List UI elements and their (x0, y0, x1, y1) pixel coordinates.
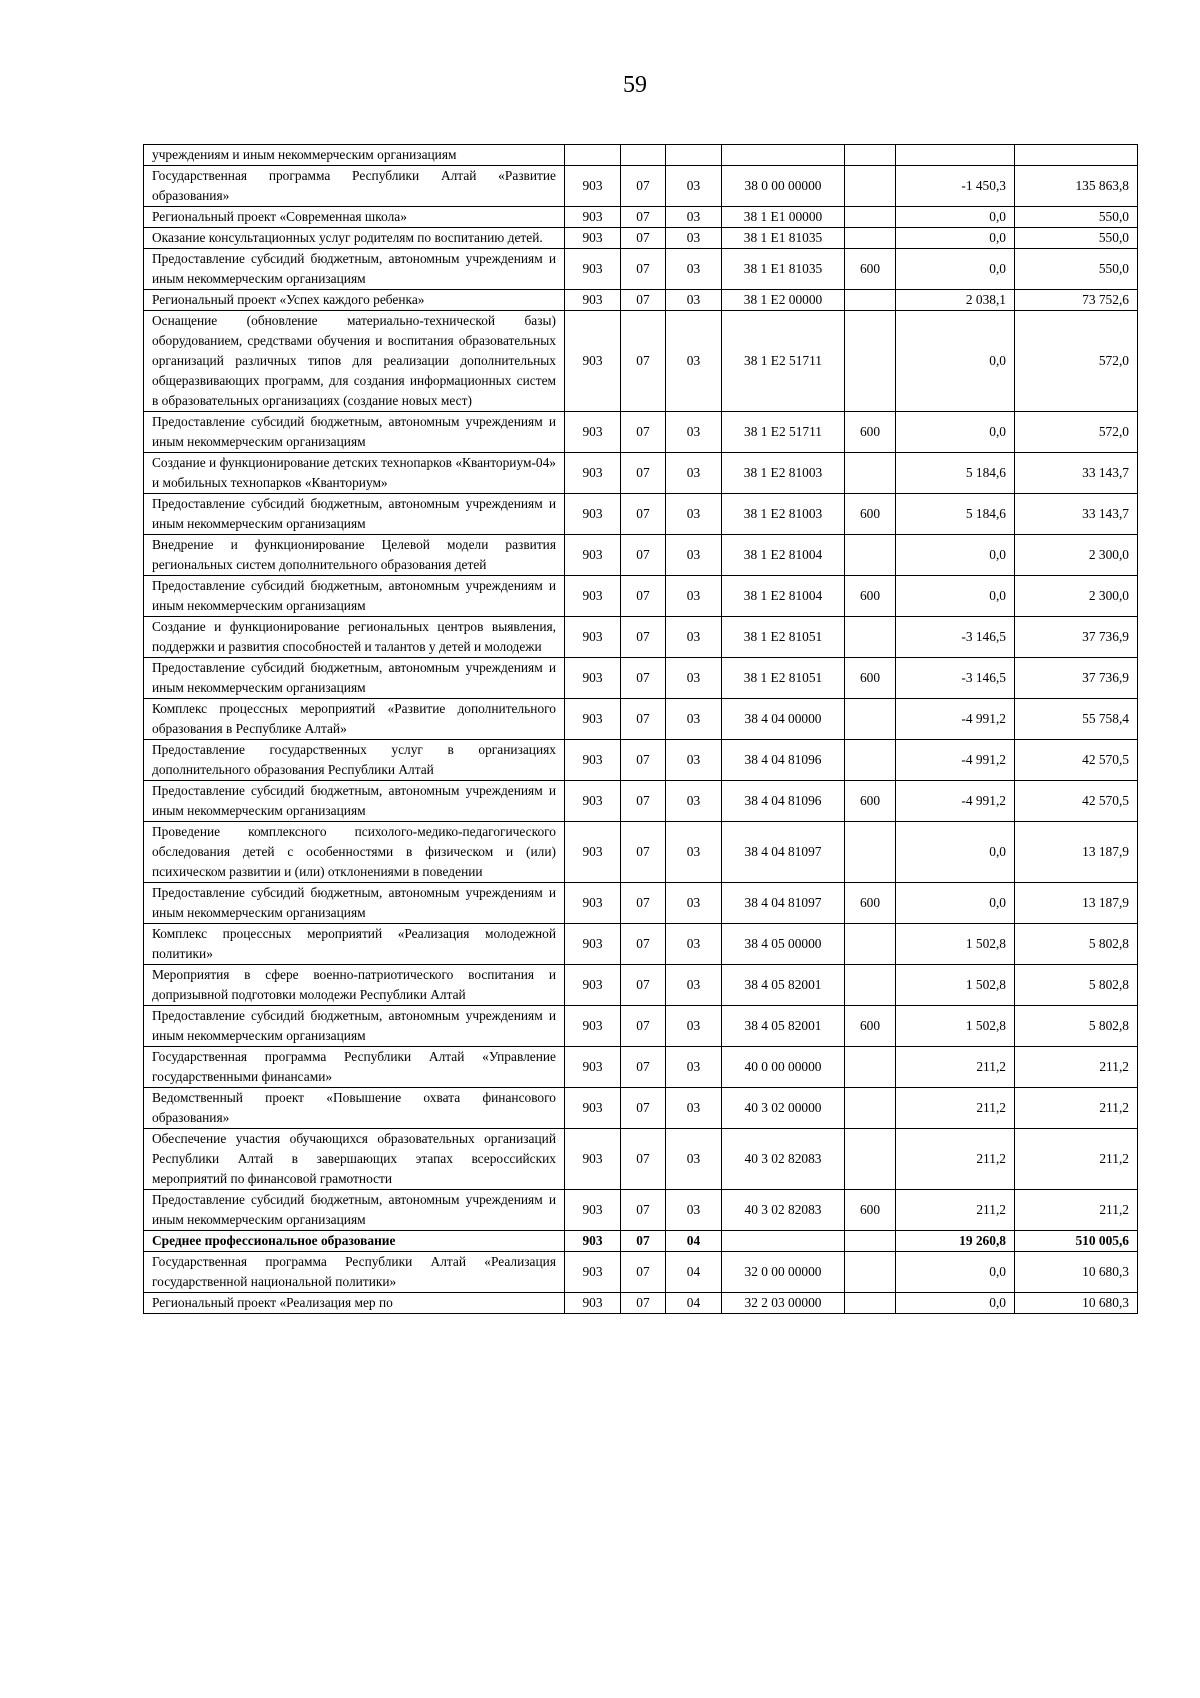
row-vr (845, 965, 896, 1006)
row-pr: 03 (666, 207, 722, 228)
row-pr: 03 (666, 576, 722, 617)
row-ved: 903 (565, 699, 621, 740)
row-name: Предоставление субсидий бюджетным, автономным учреждениям и иным некоммерческим организациям (144, 576, 565, 617)
row-vr: 600 (845, 494, 896, 535)
row-name: Предоставление субсидий бюджетным, автономным учреждениям и иным некоммерческим организациям (144, 249, 565, 290)
row-name: Среднее профессиональное образование (144, 1231, 565, 1252)
table-row (144, 207, 1138, 228)
row-change: -3 146,5 (896, 617, 1015, 658)
row-name: Региональный проект «Современная школа» (144, 207, 565, 228)
row-vr (845, 617, 896, 658)
row-csr: 38 1 E1 00000 (722, 207, 845, 228)
row-ved: 903 (565, 249, 621, 290)
row-vr (845, 228, 896, 249)
row-vr (845, 822, 896, 883)
row-name: Создание и функционирование детских технопарков «Кванториум-04» и мобильных технопарков «Кванториум» (144, 453, 565, 494)
row-vr: 600 (845, 249, 896, 290)
row-ved: 903 (565, 822, 621, 883)
row-csr: 38 4 04 81097 (722, 822, 845, 883)
table-row (144, 658, 1138, 699)
row-ved: 903 (565, 1047, 621, 1088)
table-row (144, 1190, 1138, 1231)
row-ved: 903 (565, 576, 621, 617)
row-change: 1 502,8 (896, 965, 1015, 1006)
row-ved: 903 (565, 1293, 621, 1314)
row-name: Предоставление субсидий бюджетным, автономным учреждениям и иным некоммерческим организациям (144, 412, 565, 453)
row-rz: 07 (621, 453, 666, 494)
row-vr (845, 924, 896, 965)
row-rz: 07 (621, 1129, 666, 1190)
row-name: Мероприятия в сфере военно-патриотического воспитания и допризывной подготовки молодежи Республики Алтай (144, 965, 565, 1006)
row-change: 211,2 (896, 1190, 1015, 1231)
table-row (144, 1088, 1138, 1129)
row-name: Комплекс процессных мероприятий «Реализация молодежной политики» (144, 924, 565, 965)
row-rz: 07 (621, 883, 666, 924)
row-ved: 903 (565, 1190, 621, 1231)
row-pr: 03 (666, 228, 722, 249)
row-pr: 03 (666, 1088, 722, 1129)
row-vr: 600 (845, 658, 896, 699)
row-ved: 903 (565, 453, 621, 494)
row-vr (845, 207, 896, 228)
row-rz: 07 (621, 1047, 666, 1088)
row-csr: 40 0 00 00000 (722, 1047, 845, 1088)
table-row (144, 617, 1138, 658)
table-row (144, 290, 1138, 311)
row-rz: 07 (621, 1006, 666, 1047)
row-change: 19 260,8 (896, 1231, 1015, 1252)
row-csr: 40 3 02 00000 (722, 1088, 845, 1129)
row-change (896, 145, 1015, 166)
row-change: 0,0 (896, 249, 1015, 290)
row-pr (666, 145, 722, 166)
row-total: 42 570,5 (1015, 781, 1138, 822)
row-rz: 07 (621, 249, 666, 290)
row-pr: 03 (666, 1129, 722, 1190)
row-csr: 38 0 00 00000 (722, 166, 845, 207)
row-total: 37 736,9 (1015, 658, 1138, 699)
row-csr: 38 1 E2 51711 (722, 412, 845, 453)
row-change: 0,0 (896, 1252, 1015, 1293)
row-total: 2 300,0 (1015, 576, 1138, 617)
row-ved: 903 (565, 166, 621, 207)
row-ved: 903 (565, 1231, 621, 1252)
row-total (1015, 145, 1138, 166)
row-vr (845, 1231, 896, 1252)
row-ved: 903 (565, 1088, 621, 1129)
row-pr: 03 (666, 1047, 722, 1088)
row-csr (722, 1231, 845, 1252)
row-pr: 03 (666, 781, 722, 822)
table-row (144, 699, 1138, 740)
row-change: 0,0 (896, 883, 1015, 924)
row-ved: 903 (565, 1006, 621, 1047)
row-vr: 600 (845, 1006, 896, 1047)
row-rz: 07 (621, 576, 666, 617)
row-ved: 903 (565, 781, 621, 822)
row-name: Предоставление субсидий бюджетным, автономным учреждениям и иным некоммерческим организациям (144, 883, 565, 924)
row-rz: 07 (621, 207, 666, 228)
row-ved: 903 (565, 1129, 621, 1190)
row-name: учреждениям и иным некоммерческим организациям (144, 145, 565, 166)
row-change: 0,0 (896, 822, 1015, 883)
row-pr: 03 (666, 883, 722, 924)
row-rz: 07 (621, 166, 666, 207)
row-name: Региональный проект «Реализация мер по (144, 1293, 565, 1314)
row-ved: 903 (565, 494, 621, 535)
budget-table (143, 144, 1138, 1314)
row-csr: 38 4 04 81096 (722, 740, 845, 781)
row-ved: 903 (565, 658, 621, 699)
row-pr: 03 (666, 412, 722, 453)
table-row (144, 883, 1138, 924)
table-row (144, 249, 1138, 290)
table-row (144, 145, 1138, 166)
row-vr (845, 1088, 896, 1129)
row-pr: 03 (666, 658, 722, 699)
row-total: 37 736,9 (1015, 617, 1138, 658)
row-rz: 07 (621, 965, 666, 1006)
row-csr: 38 4 05 82001 (722, 965, 845, 1006)
row-ved: 903 (565, 924, 621, 965)
row-pr: 03 (666, 965, 722, 1006)
row-csr: 38 1 E2 81003 (722, 453, 845, 494)
row-vr: 600 (845, 412, 896, 453)
row-pr: 03 (666, 535, 722, 576)
row-vr (845, 1047, 896, 1088)
row-name: Ведомственный проект «Повышение охвата финансового образования» (144, 1088, 565, 1129)
row-csr: 38 4 04 81097 (722, 883, 845, 924)
row-total: 550,0 (1015, 207, 1138, 228)
row-change: 0,0 (896, 576, 1015, 617)
row-rz: 07 (621, 290, 666, 311)
row-pr: 03 (666, 249, 722, 290)
row-vr (845, 290, 896, 311)
row-change: 0,0 (896, 1293, 1015, 1314)
row-csr: 38 1 E2 81004 (722, 535, 845, 576)
row-ved: 903 (565, 290, 621, 311)
row-pr: 03 (666, 699, 722, 740)
row-vr (845, 166, 896, 207)
row-change: 1 502,8 (896, 1006, 1015, 1047)
row-pr: 03 (666, 1006, 722, 1047)
row-vr (845, 453, 896, 494)
row-csr: 38 1 E2 81051 (722, 658, 845, 699)
row-vr (845, 1293, 896, 1314)
row-name: Оснащение (обновление материально-технической базы) оборудованием, средствами обучения и воспитания образовательных организаций различных типов для реализации дополнительных общеразвивающих программ, для создания информационных систем в образовательных организациях (создание новых мест) (144, 311, 565, 412)
row-total: 10 680,3 (1015, 1293, 1138, 1314)
row-name: Предоставление субсидий бюджетным, автономным учреждениям и иным некоммерческим организациям (144, 1006, 565, 1047)
row-pr: 04 (666, 1252, 722, 1293)
row-total: 33 143,7 (1015, 453, 1138, 494)
table-row (144, 781, 1138, 822)
row-vr: 600 (845, 883, 896, 924)
row-rz: 07 (621, 781, 666, 822)
row-total: 5 802,8 (1015, 924, 1138, 965)
table-row (144, 1006, 1138, 1047)
row-csr: 38 1 E2 51711 (722, 311, 845, 412)
table-row (144, 1129, 1138, 1190)
row-csr: 38 1 E2 81003 (722, 494, 845, 535)
row-vr (845, 145, 896, 166)
row-csr: 40 3 02 82083 (722, 1129, 845, 1190)
row-name: Предоставление субсидий бюджетным, автономным учреждениям и иным некоммерческим организациям (144, 494, 565, 535)
row-change: 211,2 (896, 1088, 1015, 1129)
row-csr: 38 1 E2 81004 (722, 576, 845, 617)
row-change: 0,0 (896, 311, 1015, 412)
table-body (144, 145, 1138, 1314)
row-rz: 07 (621, 412, 666, 453)
row-change: -4 991,2 (896, 781, 1015, 822)
row-total: 550,0 (1015, 228, 1138, 249)
row-change: 0,0 (896, 535, 1015, 576)
row-change: 1 502,8 (896, 924, 1015, 965)
row-pr: 03 (666, 924, 722, 965)
row-rz: 07 (621, 535, 666, 576)
row-csr: 38 1 E2 00000 (722, 290, 845, 311)
row-change: -4 991,2 (896, 740, 1015, 781)
row-ved: 903 (565, 207, 621, 228)
table-row (144, 1252, 1138, 1293)
row-name: Государственная программа Республики Алтай «Управление государственными финансами» (144, 1047, 565, 1088)
row-change: -3 146,5 (896, 658, 1015, 699)
row-change: 5 184,6 (896, 453, 1015, 494)
row-change: -1 450,3 (896, 166, 1015, 207)
row-name: Проведение комплексного психолого-медико-педагогического обследования детей с особенностями в физическом и (или) психическом развитии и (или) отклонениями в поведении (144, 822, 565, 883)
row-csr: 32 2 03 00000 (722, 1293, 845, 1314)
row-ved: 903 (565, 412, 621, 453)
row-change: 211,2 (896, 1129, 1015, 1190)
row-pr: 03 (666, 494, 722, 535)
row-ved: 903 (565, 740, 621, 781)
row-name: Оказание консультационных услуг родителям по воспитанию детей. (144, 228, 565, 249)
row-total: 2 300,0 (1015, 535, 1138, 576)
row-csr: 38 1 E1 81035 (722, 249, 845, 290)
row-rz: 07 (621, 924, 666, 965)
row-name: Государственная программа Республики Алтай «Развитие образования» (144, 166, 565, 207)
table-row (144, 822, 1138, 883)
row-name: Внедрение и функционирование Целевой модели развития региональных систем дополнительного образования детей (144, 535, 565, 576)
table-row (144, 1047, 1138, 1088)
row-pr: 04 (666, 1293, 722, 1314)
row-rz: 07 (621, 494, 666, 535)
row-total: 5 802,8 (1015, 965, 1138, 1006)
row-pr: 03 (666, 822, 722, 883)
row-total: 211,2 (1015, 1190, 1138, 1231)
row-rz: 07 (621, 1231, 666, 1252)
row-rz: 07 (621, 658, 666, 699)
row-csr: 38 1 E1 81035 (722, 228, 845, 249)
page-number: 59 (623, 72, 647, 98)
row-csr: 38 4 04 00000 (722, 699, 845, 740)
table-row (144, 535, 1138, 576)
row-change: 0,0 (896, 228, 1015, 249)
row-rz: 07 (621, 699, 666, 740)
row-csr: 40 3 02 82083 (722, 1190, 845, 1231)
row-pr: 04 (666, 1231, 722, 1252)
row-rz: 07 (621, 617, 666, 658)
row-change: 2 038,1 (896, 290, 1015, 311)
row-vr (845, 1252, 896, 1293)
row-total: 42 570,5 (1015, 740, 1138, 781)
row-csr: 38 4 05 82001 (722, 1006, 845, 1047)
row-total: 13 187,9 (1015, 883, 1138, 924)
table-row (144, 1293, 1138, 1314)
row-csr: 38 4 05 00000 (722, 924, 845, 965)
row-vr (845, 311, 896, 412)
row-pr: 03 (666, 1190, 722, 1231)
row-change: 0,0 (896, 412, 1015, 453)
row-rz: 07 (621, 1293, 666, 1314)
row-total: 211,2 (1015, 1088, 1138, 1129)
row-change: 5 184,6 (896, 494, 1015, 535)
table-row (144, 740, 1138, 781)
row-total: 5 802,8 (1015, 1006, 1138, 1047)
row-vr: 600 (845, 781, 896, 822)
table-row (144, 1231, 1138, 1252)
row-total: 550,0 (1015, 249, 1138, 290)
row-vr (845, 535, 896, 576)
row-csr (722, 145, 845, 166)
row-total: 135 863,8 (1015, 166, 1138, 207)
row-rz: 07 (621, 1088, 666, 1129)
row-name: Государственная программа Республики Алтай «Реализация государственной национальной политики» (144, 1252, 565, 1293)
row-ved: 903 (565, 965, 621, 1006)
table-row (144, 311, 1138, 412)
row-rz: 07 (621, 1252, 666, 1293)
row-name: Предоставление субсидий бюджетным, автономным учреждениям и иным некоммерческим организациям (144, 1190, 565, 1231)
row-name: Обеспечение участия обучающихся образовательных организаций Республики Алтай в завершающих этапах всероссийских мероприятий по финансовой грамотности (144, 1129, 565, 1190)
table-row (144, 166, 1138, 207)
row-rz: 07 (621, 740, 666, 781)
row-pr: 03 (666, 740, 722, 781)
table-row (144, 576, 1138, 617)
row-vr (845, 699, 896, 740)
table-row (144, 412, 1138, 453)
row-pr: 03 (666, 290, 722, 311)
row-pr: 03 (666, 166, 722, 207)
row-total: 572,0 (1015, 412, 1138, 453)
row-vr (845, 1129, 896, 1190)
row-change: -4 991,2 (896, 699, 1015, 740)
table-row (144, 924, 1138, 965)
row-ved: 903 (565, 617, 621, 658)
row-total: 572,0 (1015, 311, 1138, 412)
row-ved: 903 (565, 311, 621, 412)
row-rz (621, 145, 666, 166)
row-vr: 600 (845, 576, 896, 617)
row-name: Предоставление субсидий бюджетным, автономным учреждениям и иным некоммерческим организациям (144, 658, 565, 699)
row-vr: 600 (845, 1190, 896, 1231)
row-rz: 07 (621, 1190, 666, 1231)
row-rz: 07 (621, 228, 666, 249)
row-pr: 03 (666, 311, 722, 412)
row-total: 510 005,6 (1015, 1231, 1138, 1252)
table-row (144, 965, 1138, 1006)
row-pr: 03 (666, 617, 722, 658)
row-total: 211,2 (1015, 1129, 1138, 1190)
row-change: 0,0 (896, 207, 1015, 228)
row-name: Предоставление государственных услуг в организациях дополнительного образования Республики Алтай (144, 740, 565, 781)
row-total: 10 680,3 (1015, 1252, 1138, 1293)
row-total: 73 752,6 (1015, 290, 1138, 311)
table-row (144, 453, 1138, 494)
row-csr: 32 0 00 00000 (722, 1252, 845, 1293)
row-change: 211,2 (896, 1047, 1015, 1088)
row-ved: 903 (565, 883, 621, 924)
row-total: 33 143,7 (1015, 494, 1138, 535)
row-total: 211,2 (1015, 1047, 1138, 1088)
row-ved (565, 145, 621, 166)
table-row (144, 228, 1138, 249)
row-total: 55 758,4 (1015, 699, 1138, 740)
row-csr: 38 4 04 81096 (722, 781, 845, 822)
row-rz: 07 (621, 311, 666, 412)
row-ved: 903 (565, 228, 621, 249)
row-name: Создание и функционирование региональных центров выявления, поддержки и развития способностей и талантов у детей и молодежи (144, 617, 565, 658)
row-ved: 903 (565, 1252, 621, 1293)
row-total: 13 187,9 (1015, 822, 1138, 883)
row-vr (845, 740, 896, 781)
row-name: Региональный проект «Успех каждого ребенка» (144, 290, 565, 311)
table-row (144, 494, 1138, 535)
row-name: Предоставление субсидий бюджетным, автономным учреждениям и иным некоммерческим организациям (144, 781, 565, 822)
row-pr: 03 (666, 453, 722, 494)
row-name: Комплекс процессных мероприятий «Развитие дополнительного образования в Республике Алтай» (144, 699, 565, 740)
row-rz: 07 (621, 822, 666, 883)
row-csr: 38 1 E2 81051 (722, 617, 845, 658)
row-ved: 903 (565, 535, 621, 576)
